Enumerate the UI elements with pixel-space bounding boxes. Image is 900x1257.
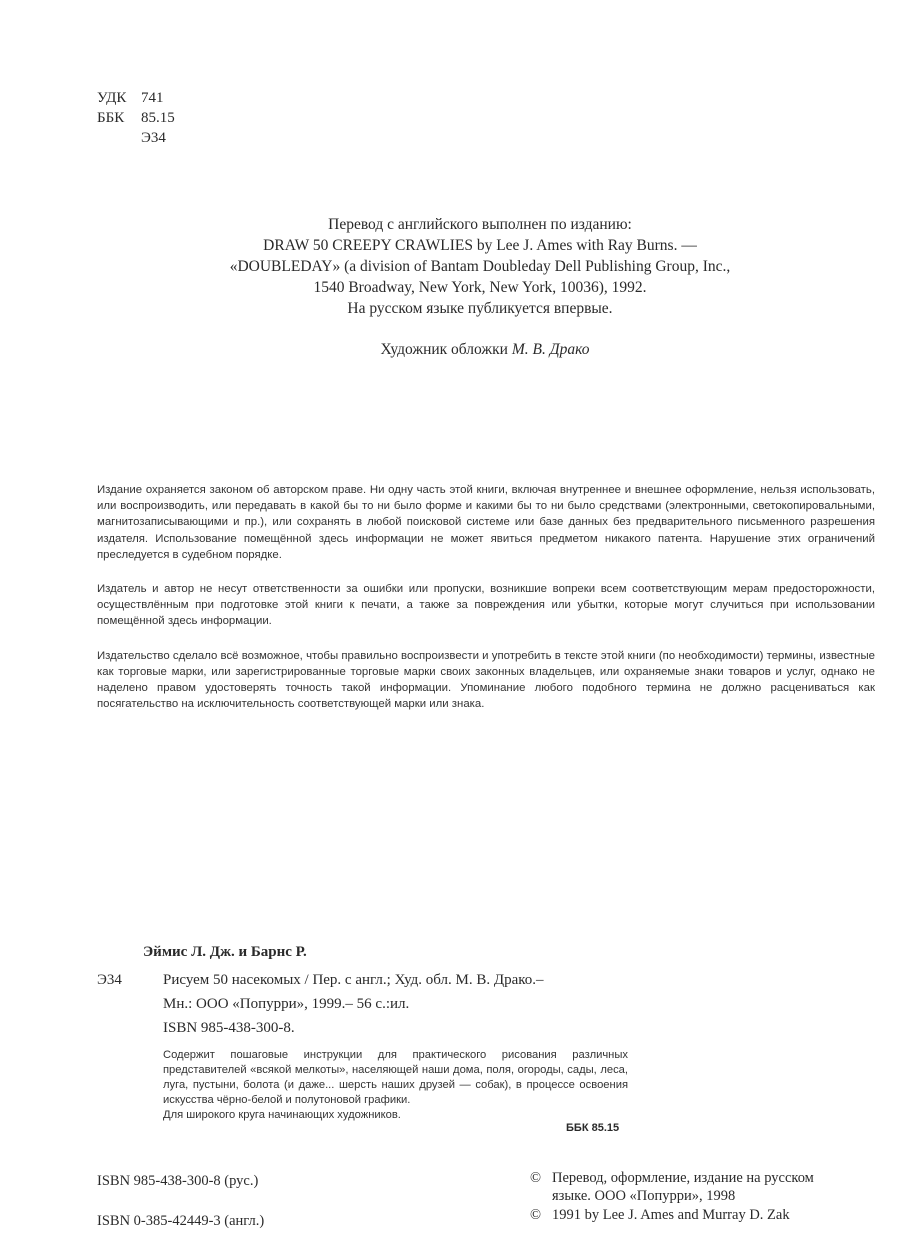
- copyright-icon: ©: [530, 1170, 542, 1186]
- copyright-ru-line2: языке. ООО «Попурри», 1998: [552, 1188, 736, 1204]
- legal-paragraph: Издательство сделало всё возможное, чтобы правильно воспроизвести и употребить в тексте этой книги (по необходимости) термины, известные как торговые марки, или зарегистрированные торговые марки своих законных владельцев, или охраняемые знаки товаров и услуг, однако не наделено правом удостоверять точность такой информации. Упоминание любого подобного термина не должно расцениваться как посягательство на исключительность соответствующей марки или знака.: [97, 649, 875, 711]
- summary-text: Содержит пошаговые инструкции для практического рисования различных представителей «всякой мелкоты», населяющей наши дома, поля, огороды, сады, леса, луга, пустыни, болота (и даже... шерсть наших друзей — собак), в процессе освоения искусства чёрно-белой и полутоновой графики.: [163, 1049, 628, 1106]
- udk-value: 741: [141, 90, 164, 106]
- translation-line: «DOUBLEDAY» (a division of Bantam Doubleday Dell Publishing Group, Inc.,: [229, 258, 731, 275]
- legal-paragraph: Издатель и автор не несут ответственности за ошибки или пропуски, возникшие вопреки всем соответствующим мерам предосторожности, осуществлённым при подготовке этой книги к печати, а также за повреждения или убытки, которые могут случиться при использовании помещённой здесь информации.: [97, 583, 875, 628]
- bibliographic-isbn-line: ISBN 985-438-300-8.: [163, 1020, 295, 1036]
- udk-row: [97, 88, 175, 108]
- author-mark: Э34: [141, 130, 166, 146]
- translation-note: [150, 214, 810, 319]
- translation-line: Перевод с английского выполнен по изданию:: [328, 216, 632, 233]
- translation-line: На русском языке публикуется впервые.: [347, 300, 613, 317]
- copyright-english: [530, 1206, 875, 1224]
- cover-artist-name: М. В. Драко: [511, 341, 590, 358]
- bibliographic-authors: Эймис Л. Дж. и Барнс Р.: [143, 944, 307, 960]
- bbk-label: ББК: [97, 110, 125, 126]
- copyright-icon: ©: [530, 1207, 542, 1223]
- legal-paragraph: Издание охраняется законом об авторском праве. Ни одну часть этой книги, включая внутреннее и внешнее оформление, нельзя использовать, или воспроизводить, или передавать в какой бы то ни было форме и какими бы то ни было средствами (электронными, светокопировальными, магнитозаписывающими и пр.), или сохранять в любой поисковой системе или базе данных без предварительного письменного разрешения издателя. Использование помещённой здесь информации не может явиться предметом никакого патента. Нарушение этих ограничений преследуется в судебном порядке.: [97, 484, 875, 561]
- copyright-ru-line1: Перевод, оформление, издание на русском: [552, 1170, 814, 1186]
- udk-label: УДК: [97, 90, 127, 106]
- copyright-russian: [530, 1169, 875, 1205]
- legal-notice: [97, 482, 875, 730]
- bibliographic-code: Э34: [97, 972, 122, 988]
- isbn-russian: ISBN 985-438-300-8 (рус.): [97, 1173, 259, 1189]
- cover-artist-label: Художник обложки: [380, 341, 508, 358]
- bbk-row: [97, 108, 175, 128]
- cover-artist: [300, 341, 670, 359]
- summary-audience: Для широкого круга начинающих художников.: [163, 1109, 401, 1121]
- translation-line: DRAW 50 CREEPY CRAWLIES by Lee J. Ames with Ray Burns. —: [263, 237, 697, 254]
- bibliographic-title-line: Рисуем 50 насекомых / Пер. с англ.; Худ. обл. М. В. Драко.–: [163, 972, 544, 988]
- copyright-en-line: 1991 by Lee J. Ames and Murray D. Zak: [552, 1207, 790, 1223]
- classification-codes: [97, 88, 175, 148]
- isbn-english: ISBN 0-385-42449-3 (англ.): [97, 1213, 265, 1229]
- bibliographic-publisher-line: Мн.: ООО «Попурри», 1999.– 56 с.:ил.: [163, 996, 410, 1012]
- bbk-value: 85.15: [141, 110, 175, 126]
- book-summary: [163, 1048, 628, 1123]
- bbk-code-bottom: ББК 85.15: [566, 1122, 620, 1134]
- translation-line: 1540 Broadway, New York, New York, 10036), 1992.: [313, 279, 647, 296]
